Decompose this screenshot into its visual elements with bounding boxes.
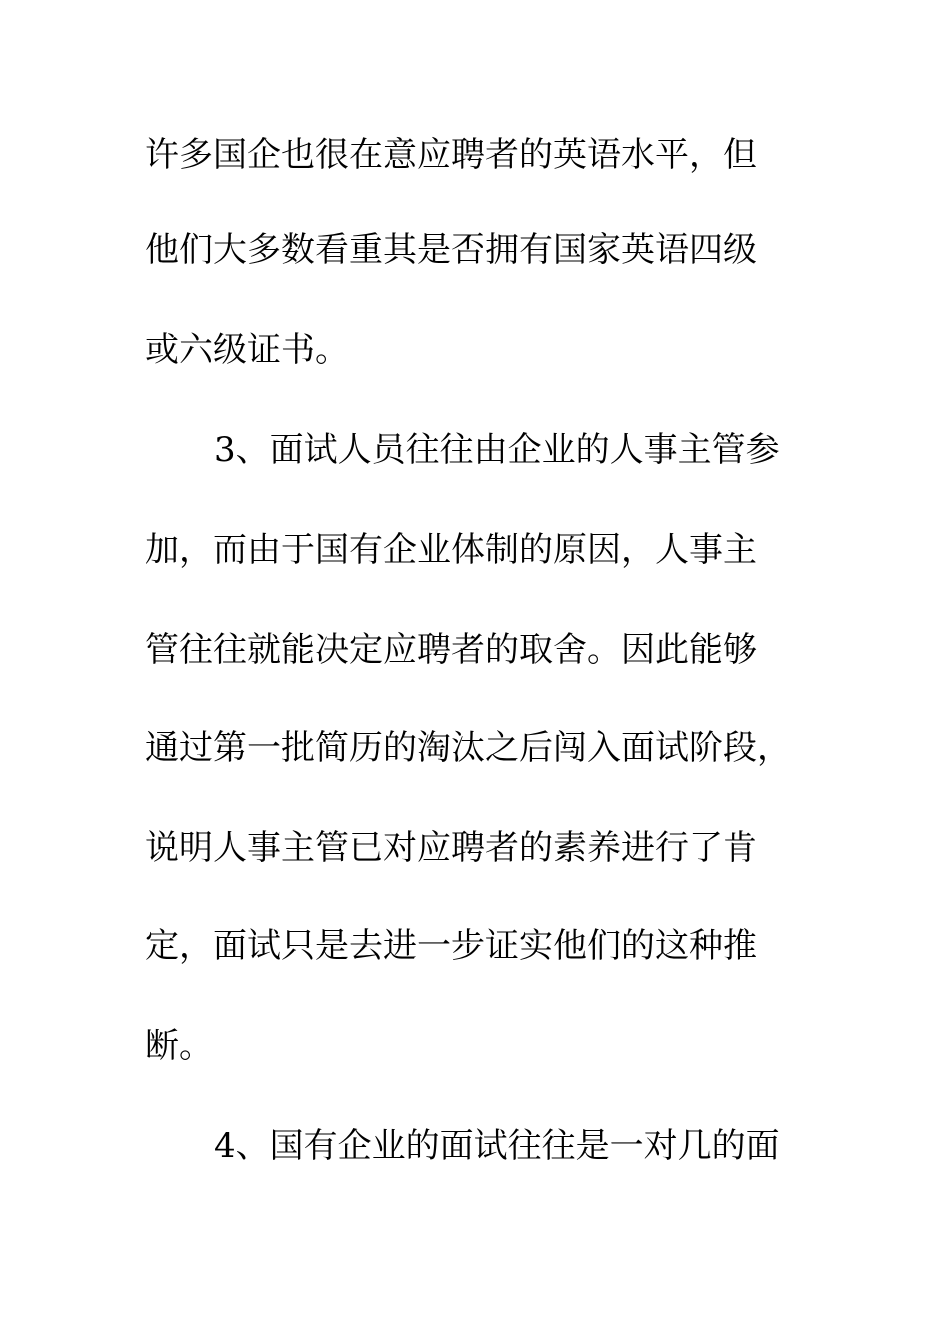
text-line-1: 许多国企也很在意应聘者的英语水平，但 (145, 135, 757, 175)
text-line-10: 断。 (145, 1026, 213, 1066)
text-line-5: 加，而由于国有企业体制的原因，人事主 (145, 530, 757, 570)
text-line-11: 4、国有企业的面试往往是一对几的面 (214, 1126, 780, 1166)
text-line-3: 或六级证书。 (145, 330, 349, 370)
text-line-6: 管往往就能决定应聘者的取舍。因此能够 (145, 630, 757, 670)
text-line-2: 他们大多数看重其是否拥有国家英语四级 (145, 230, 757, 270)
text-line-4: 3、面试人员往往由企业的人事主管参 (214, 430, 780, 470)
text-line-9: 定，面试只是去进一步证实他们的这种推 (145, 926, 757, 966)
text-line-8: 说明人事主管已对应聘者的素养进行了肯 (145, 828, 757, 868)
text-line-7: 通过第一批简历的淘汰之后闯入面试阶段， (145, 728, 791, 768)
